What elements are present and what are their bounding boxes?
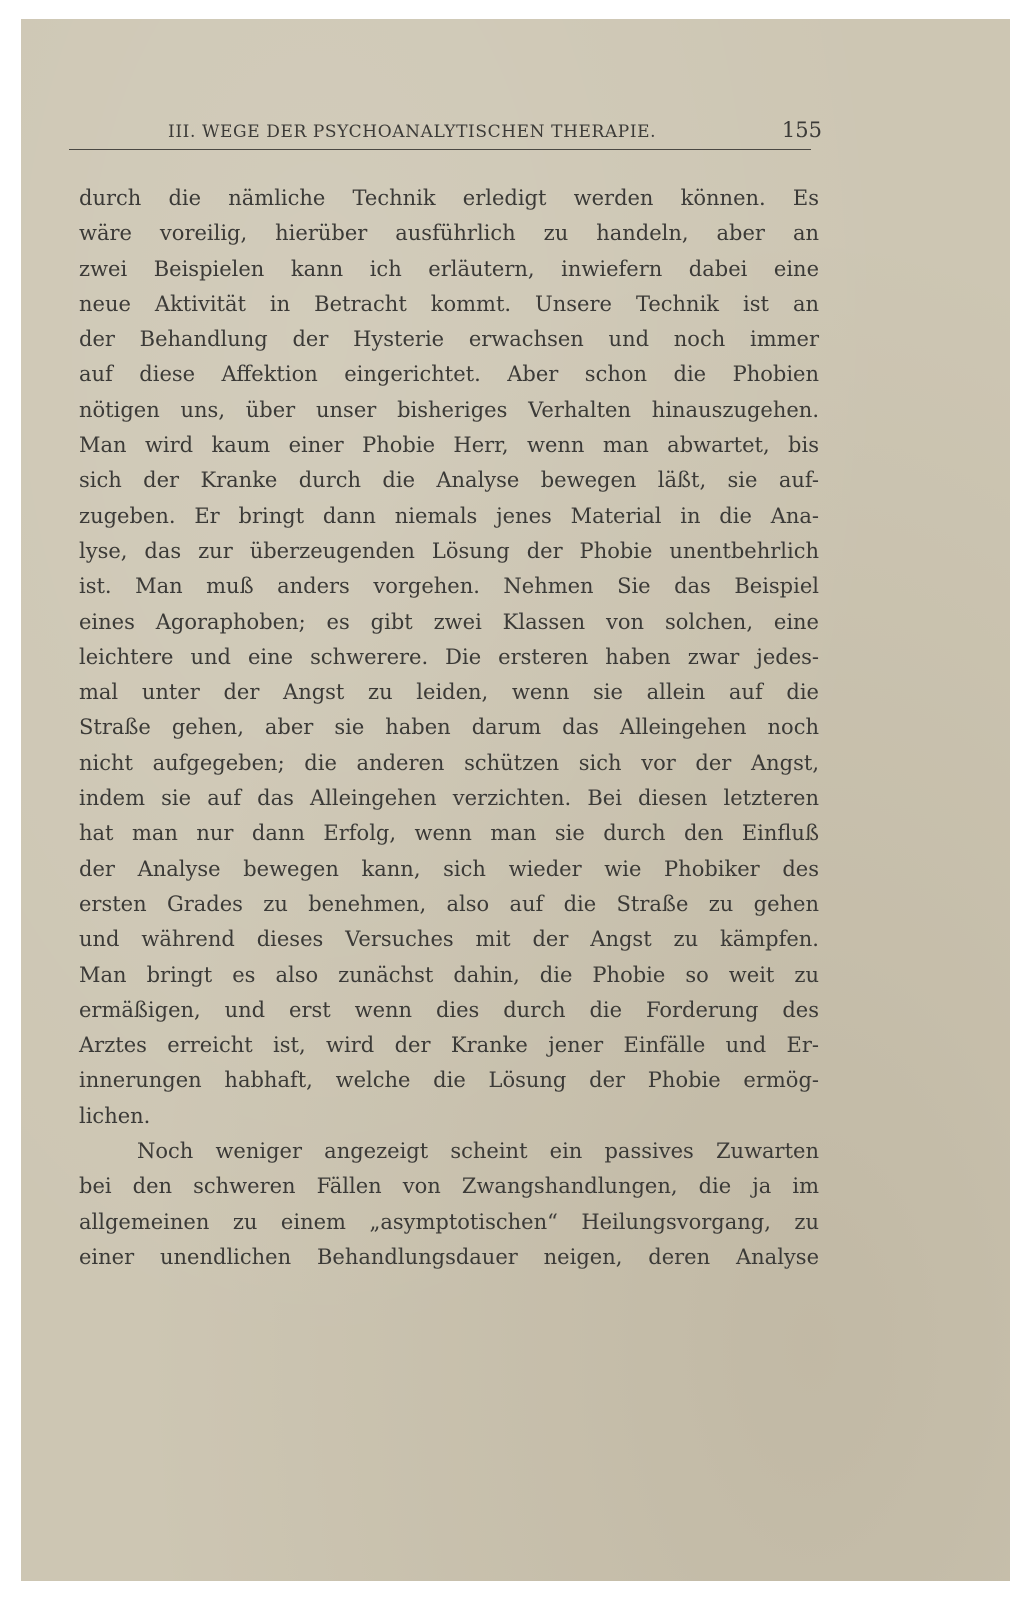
text-line: neue Aktivität in Betracht kommt. Unsere Technik ist an: [79, 291, 819, 316]
text-line: hat man nur dann Erfolg, wenn man sie durch den Einfluß: [79, 821, 819, 846]
text-line: Man wird kaum einer Phobie Herr, wenn man abwartet, bis: [79, 433, 819, 458]
text-line: Man bringt es also zunächst dahin, die Phobie so weit zu: [79, 962, 819, 987]
text-line: nicht aufgegeben; die anderen schützen sich vor der Angst,: [79, 750, 819, 775]
text-line: innerungen habhaft, welche die Lösung der Phobie ermög-: [79, 1068, 819, 1093]
text-line: leichtere und eine schwerere. Die ersteren haben zwar jedes-: [79, 644, 819, 669]
text-line: der Behandlung der Hysterie erwachsen und noch immer: [79, 327, 819, 352]
text-line: zwei Beispielen kann ich erläutern, inwiefern dabei eine: [79, 256, 819, 281]
text-line: lichen.: [79, 1103, 151, 1128]
text-line: durch die nämliche Technik erledigt werden können. Es: [79, 186, 819, 210]
paragraph-2: [79, 1134, 819, 1275]
text-line: bei den schweren Fällen von Zwangshandlungen, die ja im: [79, 1174, 819, 1199]
page-number: 155: [781, 118, 822, 142]
text-line: Arztes erreicht ist, wird der Kranke jener Einfälle und Er-: [79, 1033, 819, 1058]
text-line: eines Agoraphoben; es gibt zwei Klassen von solchen, eine: [79, 609, 819, 634]
text-line: mal unter der Angst zu leiden, wenn sie allein auf die: [79, 680, 819, 705]
text-line: und während dieses Versuches mit der Angst zu kämpfen.: [79, 927, 819, 952]
text-line: wäre voreilig, hierüber ausführlich zu handeln, aber an: [79, 221, 819, 246]
text-line: ermäßigen, und erst wenn dies durch die Forderung des: [79, 997, 819, 1022]
text-line: ersten Grades zu benehmen, also auf die Straße zu gehen: [79, 891, 819, 916]
text-line: Straße gehen, aber sie haben darum das Alleingehen noch: [79, 715, 819, 740]
text-line: Noch weniger angezeigt scheint ein passives Zuwarten: [137, 1139, 819, 1164]
header-rule: [69, 149, 811, 150]
page-header: [78, 120, 838, 152]
body-text: [79, 181, 819, 1275]
text-line: einer unendlichen Behandlungsdauer neigen, deren Analyse: [79, 1244, 819, 1269]
text-line: lyse, das zur überzeugenden Lösung der Phobie unentbehrlich: [79, 538, 819, 563]
paragraph-1: [79, 181, 819, 1134]
scanned-page: [21, 19, 1010, 1581]
text-line: indem sie auf das Alleingehen verzichten. Bei diesen letzteren: [79, 786, 819, 811]
text-line: nötigen uns, über unser bisheriges Verhalten hinauszugehen.: [79, 397, 819, 422]
text-line: allgemeinen zu einem „asymptotischen“ Heilungsvorgang, zu: [79, 1209, 819, 1234]
text-line: zugeben. Er bringt dann niemals jenes Material in die Ana-: [79, 503, 819, 528]
text-line: sich der Kranke durch die Analyse bewegen läßt, sie auf-: [79, 468, 819, 493]
text-line: auf diese Affektion eingerichtet. Aber schon die Phobien: [79, 362, 819, 387]
text-line: ist. Man muß anders vorgehen. Nehmen Sie das Beispiel: [79, 574, 819, 599]
running-title: III. WEGE DER PSYCHOANALYTISCHEN THERAPIE.: [168, 122, 657, 142]
text-line: der Analyse bewegen kann, sich wieder wie Phobiker des: [79, 856, 819, 881]
